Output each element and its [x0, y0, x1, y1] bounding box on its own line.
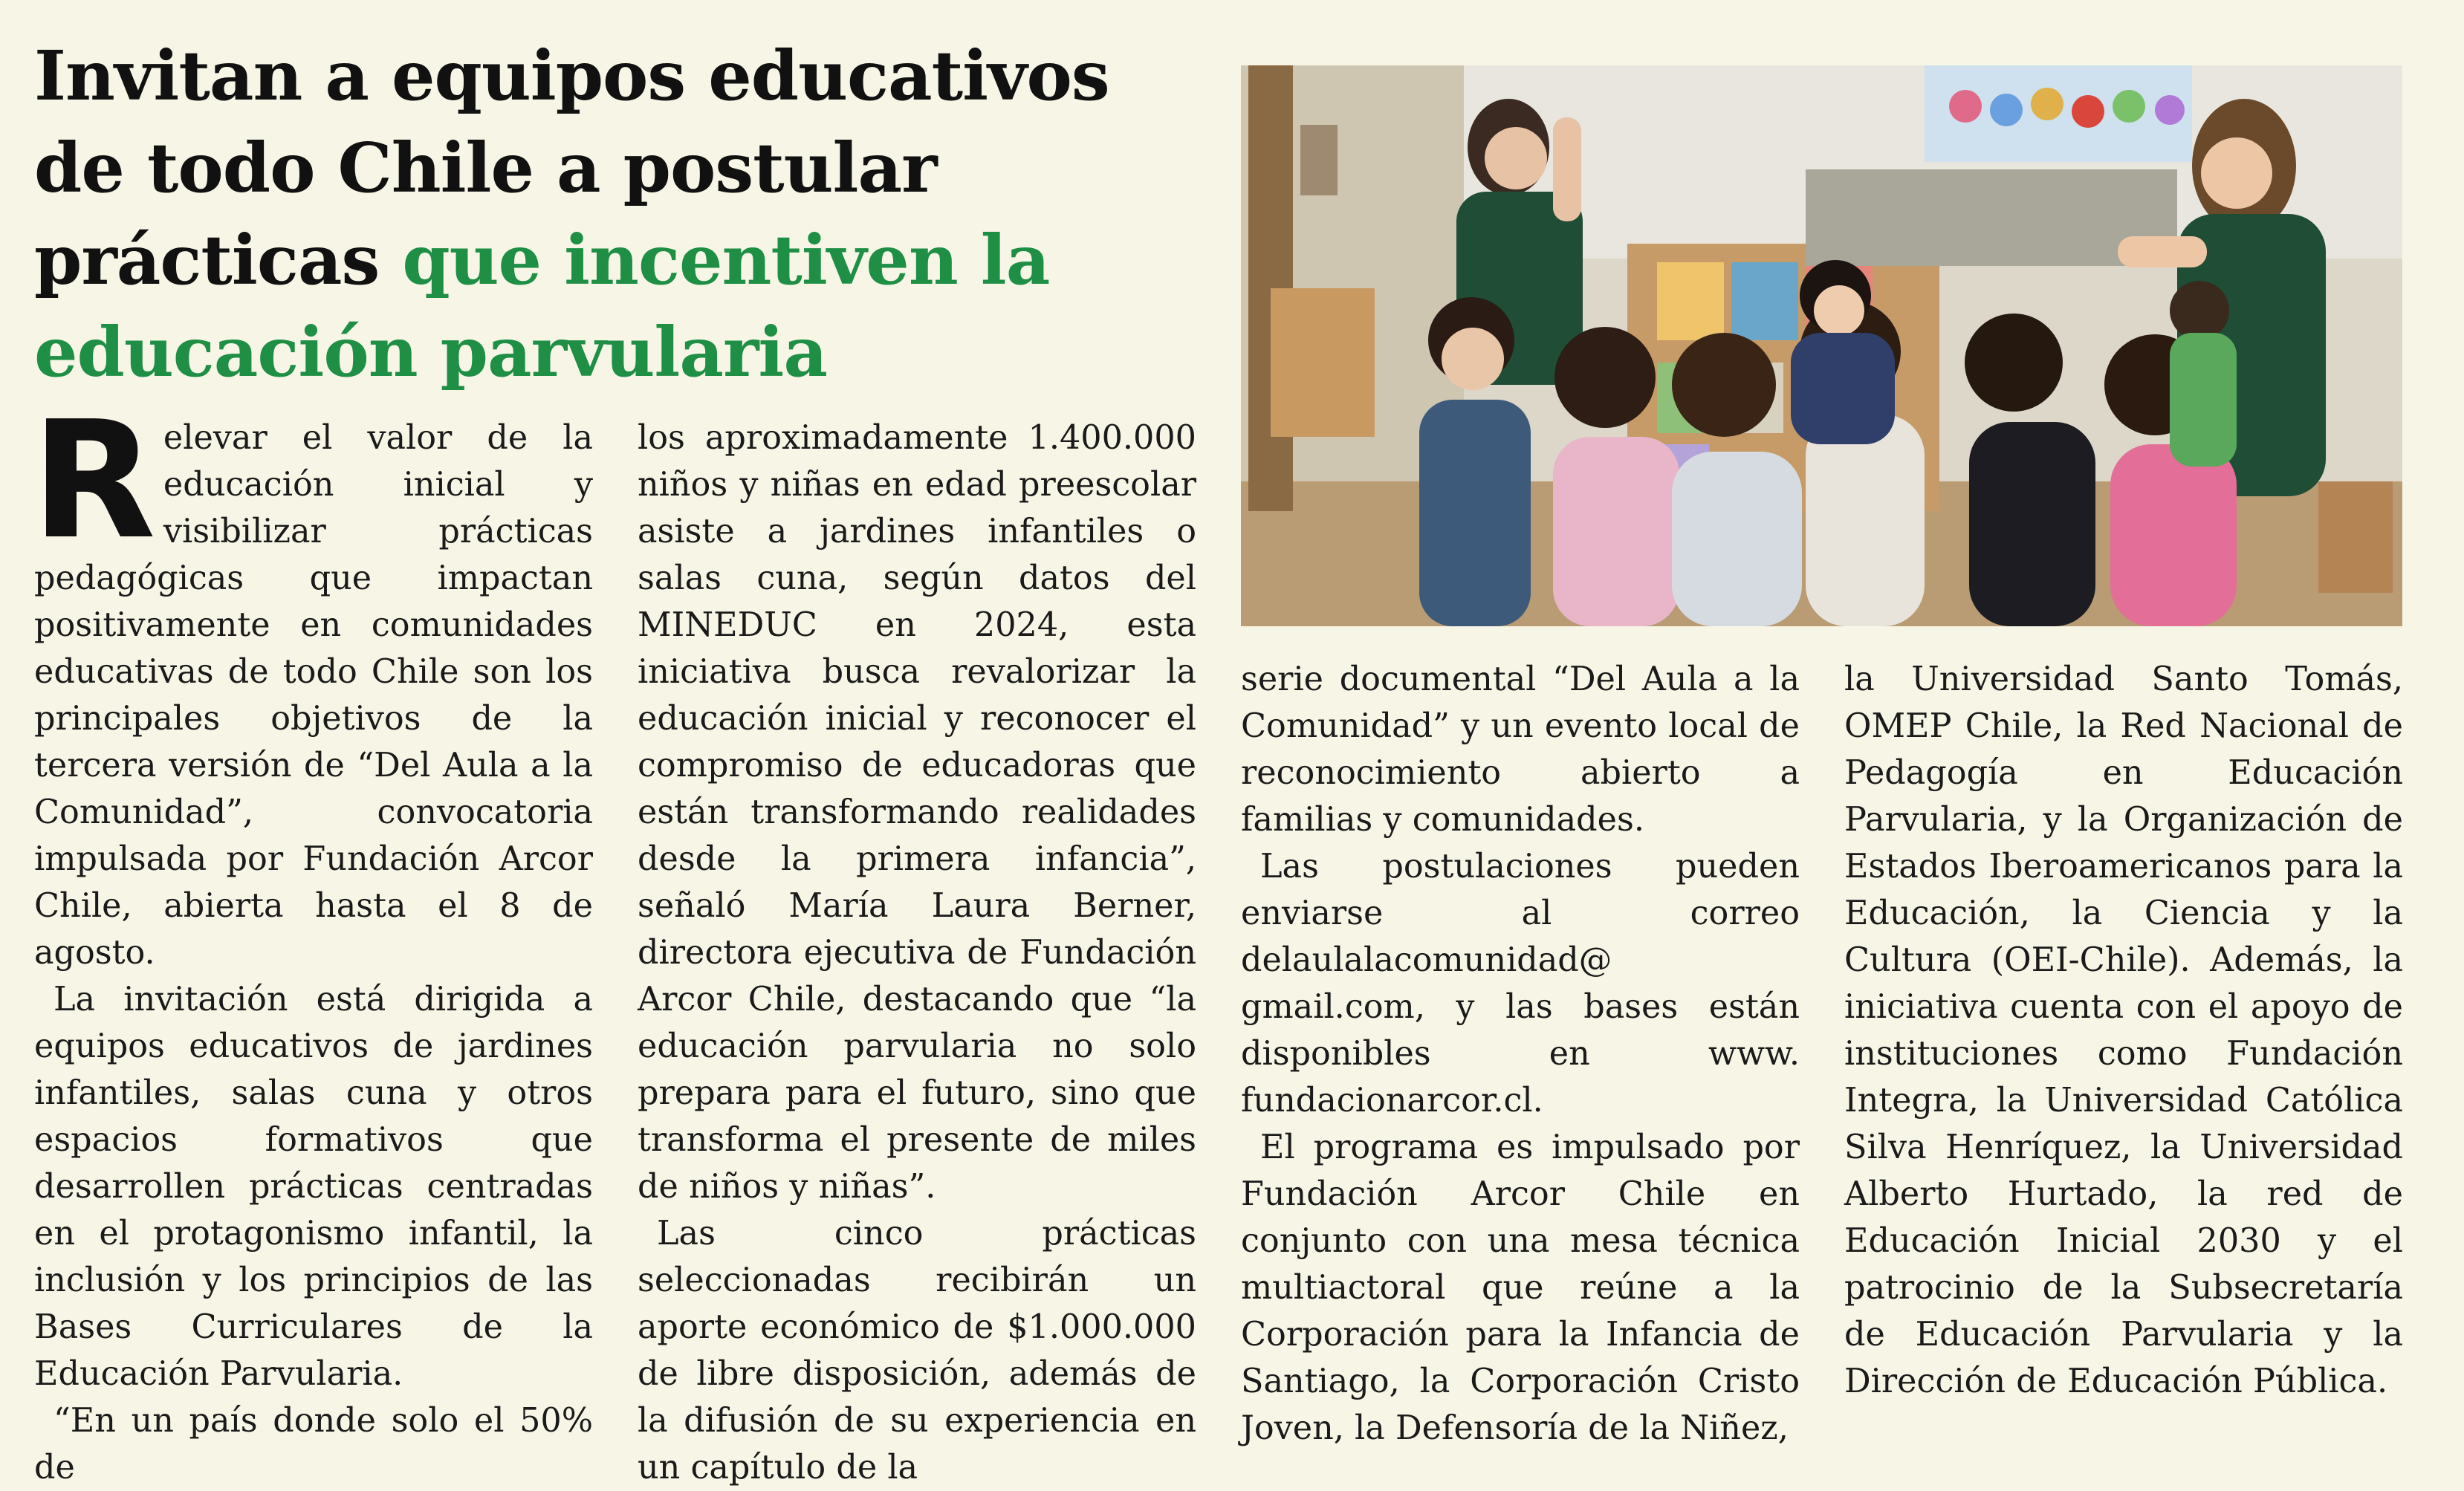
article-column-3 — [1241, 656, 1800, 1452]
paragraph: los aproximadamente 1.400.000 niños y niñas en edad preescolar asiste a jardines infantiles o salas cuna, según datos del MINEDUC en 2024, esta iniciativa busca revalorizar la educación inicial y reconocer el compromiso de educadoras que están transformando realidades desde la primera infancia”, señaló María Laura Berner, directora ejecutiva de Fundación Arcor Chile, destacando que “la educación parvularia no solo prepara para el futuro, sino que transforma el presente de miles de niños y niñas”. — [638, 419, 1196, 1206]
article-column-4 — [1844, 656, 2403, 1405]
paragraph: El programa es impulsado por Fundación Arcor Chile en conjunto con una mesa técnica multiactoral que reúne a la Corporación para la Infancia de Santiago, la Corporación Cristo Joven, la Defensoría de la Niñez, — [1241, 1128, 1800, 1447]
paragraph: serie documental “Del Aula a la Comunidad” y un evento local de reconocimiento abierto a familias y comunidades. — [1241, 660, 1800, 839]
classroom-photo-illustration — [1241, 65, 2402, 626]
intro-text: elevar el valor de la educación inicial y visibilizar prácticas pedagógicas que impactan positivamente en comunidades educativas de todo Chile son los principales objetivos de la tercera versión de “Del Aula a la Comunidad”, convocatoria impulsada por Fundación Arcor Chile, abierta hasta el 8 de agosto. — [34, 419, 593, 972]
article-column-1 — [31, 387, 593, 1491]
headline-main: Invitan a equipos educativos de todo Chile a postular prácticas — [34, 36, 1109, 300]
paragraph: Las cinco prácticas seleccionadas recibirán un aporte económico de $1.000.000 de libre disposición, además de la difusión de su experiencia en un capítulo de la — [638, 1215, 1196, 1487]
paragraph: “En un país donde solo el 50% de — [34, 1402, 593, 1487]
headline-accent: que incentiven la educación parvularia — [34, 220, 1050, 392]
article-photo — [1241, 65, 2402, 626]
drop-cap: R — [31, 387, 156, 575]
headline — [34, 30, 1208, 398]
paragraph: La invitación está dirigida a equipos educativos de jardines infantiles, salas cuna y otros espacios formativos que desarrollen prácticas centradas en el protagonismo infantil, la inclusión y los principios de las Bases Curriculares de la Educación Parvularia. — [34, 981, 593, 1393]
paragraph-intro — [31, 387, 593, 976]
article-column-2 — [638, 415, 1196, 1491]
paragraph: la Universidad Santo Tomás, OMEP Chile, la Red Nacional de Pedagogía en Educación Parvularia, y la Organización de Estados Iberoamericanos para la Educación, la Ciencia y la Cultura (OEI-Chile). Además, la iniciativa cuenta con el apoyo de instituciones como Fundación Integra, la Universidad Católica Silva Henríquez, la Universidad Alberto Hurtado, la red de Educación Inicial 2030 y el patrocinio de la Subsecretaría de Educación Parvularia y la Dirección de Educación Pública. — [1844, 660, 2403, 1400]
paragraph: Las postulaciones pueden enviarse al correo delaulalacomunidad@ gmail.com, y las bases están disponibles en www. fundacionarcor.cl. — [1241, 848, 1800, 1120]
